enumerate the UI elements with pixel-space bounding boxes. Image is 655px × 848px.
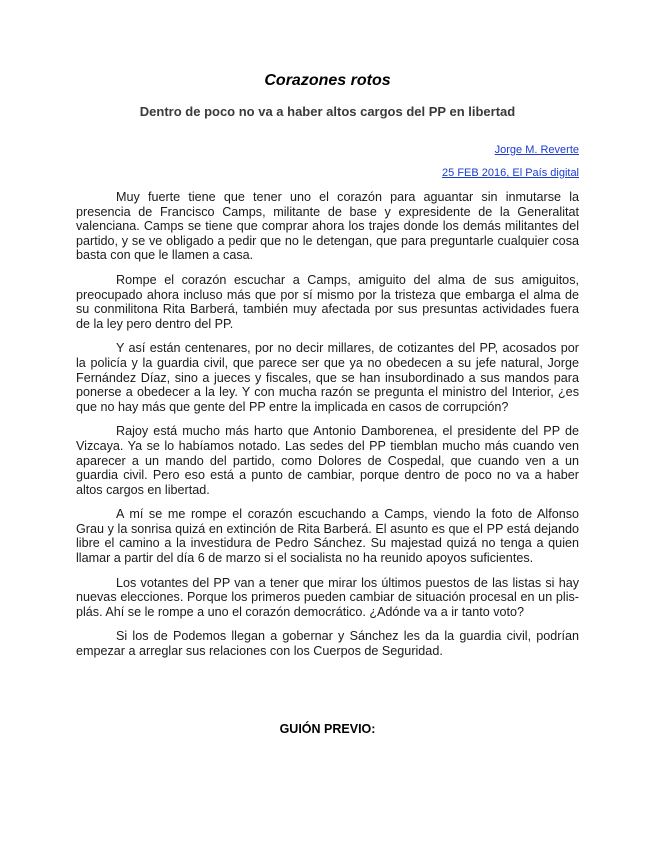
article-subtitle: Dentro de poco no va a haber altos cargos del PP en libertad — [139, 104, 516, 119]
paragraph: Si los de Podemos llegan a gobernar y Sánchez les da la guardia civil, podrían empezar a arreglar sus relaciones con los Cuerpos de Seguridad. — [76, 629, 579, 659]
paragraph: A mí se me rompe el corazón escuchando a Camps, viendo la foto de Alfonso Grau y la sonrisa quizá en extinción de Rita Barberá. El asunto es que el PP está dejando libre el camino a la investidura de Pedro Sánchez. Su majestad quizá no tenga a quien llamar a partir del día 6 de marzo si el socialista no ha reunido apoyos suficientes. — [76, 507, 579, 566]
paragraph: Los votantes del PP van a tener que mirar los últimos puestos de las listas si hay nuevas elecciones. Porque los primeros pueden cambiar de situación procesal en un plis-plás. Ahí se le rompe a uno el corazón democrático. ¿Adónde va a ir tanto voto? — [76, 575, 579, 619]
dateline-line — [442, 167, 579, 179]
paragraph: Rompe el corazón escuchar a Camps, amiguito del alma de sus amiguitos, preocupado ahora incluso más que por sí mismo por la tristeza que embarga el alma de su conmilitona Rita Barberá, también muy afectada por sus presuntas actividades fuera de la ley pero dentro del PP. — [76, 272, 579, 331]
article-title: Corazones rotos — [264, 72, 391, 89]
paragraph: Y así están centenares, por no decir millares, de cotizantes del PP, acosados por la policía y la guardia civil, que parece ser que ya no obedecen a su jefe natural, Jorge Fernández Díaz, sino a jueces y fiscales, que se han insubordinado a sus mandos para ponerse a obedecer a la ley. Y con mucha razón se pregunta el ministro del Interior, ¿es que no hay más que gente del PP entre la implicada en casos de corrupción? — [76, 341, 579, 414]
section-heading: GUIÓN PREVIO: — [279, 722, 376, 736]
author-link[interactable]: Jorge M. Reverte — [494, 144, 579, 156]
author-line — [495, 144, 579, 156]
dateline-link[interactable]: 25 FEB 2016, El País digital — [442, 167, 579, 179]
paragraph: Muy fuerte tiene que tener uno el corazón para aguantar sin inmutarse la presencia de Francisco Camps, militante de base y expresidente de la Generalitat valenciana. Camps se tiene que comprar ahora los trajes donde los demás militantes del partido, y se ve obligado a pedir que no le detengan, que para preguntarle cualquier cosa basta con que le llamen a casa. — [76, 190, 579, 263]
article-body — [76, 190, 579, 669]
paragraph: Rajoy está mucho más harto que Antonio Damborenea, el presidente del PP de Vizcaya. Ya se lo habíamos notado. Las sedes del PP tiemblan mucho más cuando ven aparecer a un mando del partido, como Dolores de Cospedal, que cuando ven a un guardia civil. Pero eso está a punto de cambiar, porque dentro de poco no va a haber altos cargos en libertad. — [76, 424, 579, 497]
